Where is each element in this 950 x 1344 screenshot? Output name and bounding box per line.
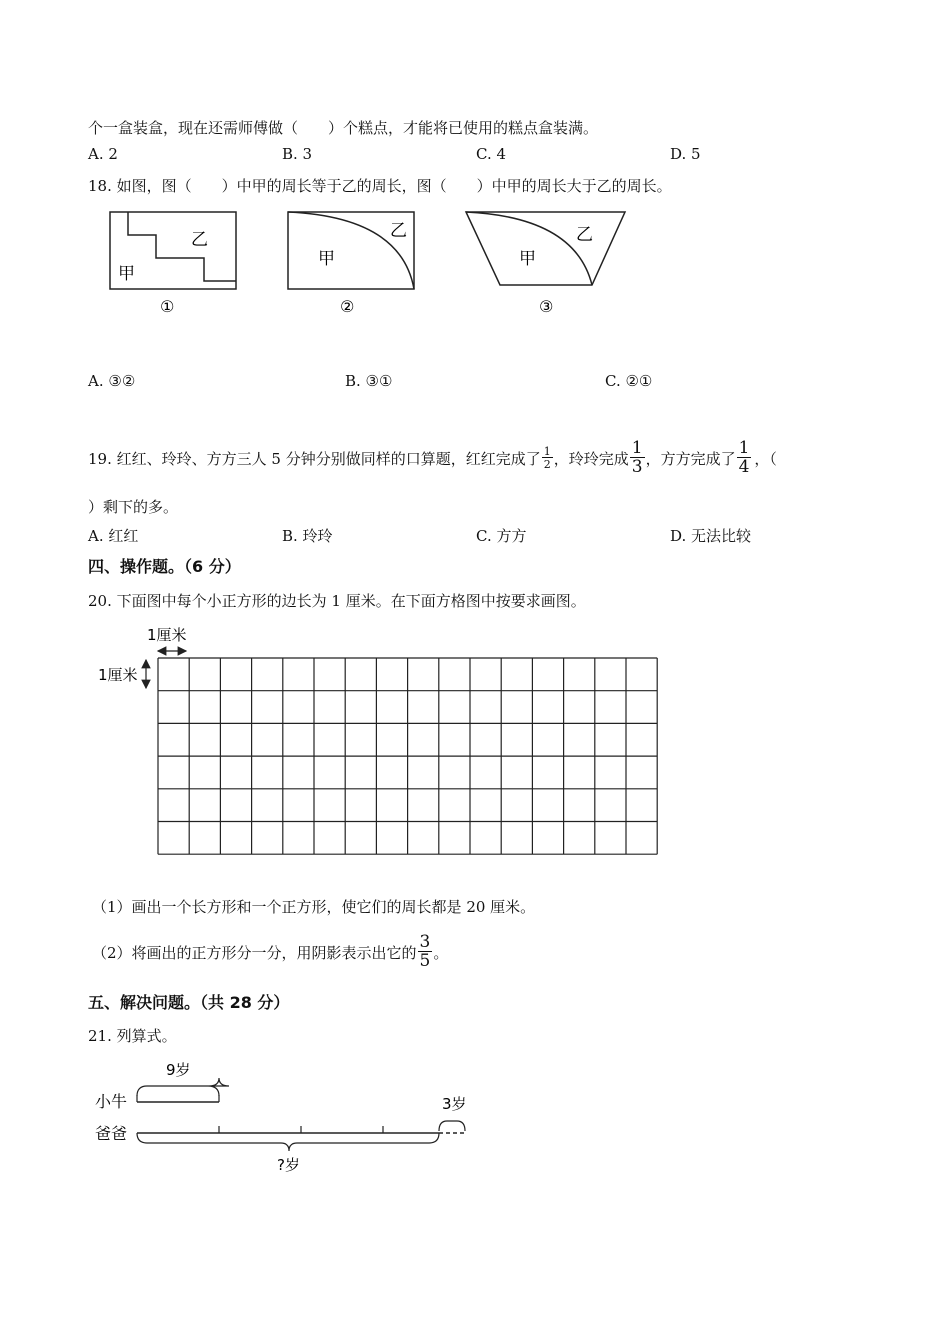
q19-frac1-num: 1 xyxy=(543,445,551,458)
q19-stem-line2: ）剩下的多。 xyxy=(88,498,179,516)
q20-unit-left-label: 1厘米 xyxy=(98,666,138,684)
q18-fig2-yi: 乙 xyxy=(390,221,407,241)
q18-fig2-label: ② xyxy=(340,297,355,316)
q20-sub2-frac-num: 3 xyxy=(419,932,431,952)
q18-option-a[interactable]: A. ③② xyxy=(88,372,136,390)
q18-figures xyxy=(100,205,640,320)
q21-brace-extra xyxy=(439,1121,465,1131)
q19-stem xyxy=(88,433,777,483)
q20-sub2-frac-den: 5 xyxy=(419,951,431,971)
section-5-title: 五、解决问题。（共 28 分） xyxy=(88,993,290,1012)
q17-option-c[interactable]: C. 4 xyxy=(476,145,507,163)
q19-option-c[interactable]: C. 方方 xyxy=(476,527,527,545)
q18-figure-2 xyxy=(288,212,414,316)
q19-frac3-num: 1 xyxy=(738,438,750,458)
q19-text-2: ，玲玲完成 xyxy=(553,449,629,468)
q19-option-d[interactable]: D. 无法比较 xyxy=(670,527,752,545)
q21-brace-bottom xyxy=(137,1133,439,1151)
q17-option-a[interactable]: A. 2 xyxy=(88,145,118,163)
q21-label-baba: 爸爸 xyxy=(95,1124,128,1143)
q18-fig2-jia: 甲 xyxy=(318,249,335,269)
q21-line-diagram xyxy=(85,1055,485,1180)
q19-frac1-den: 2 xyxy=(543,458,551,471)
q21-stem: 21. 列算式。 xyxy=(88,1027,177,1045)
q21-label-niu: 小牛 xyxy=(95,1092,128,1111)
q18-fig3-jia: 甲 xyxy=(519,249,536,269)
q18-option-b[interactable]: B. ③① xyxy=(345,372,393,390)
q21-age-extra: 3岁 xyxy=(442,1095,467,1113)
q18-fig3-label: ③ xyxy=(539,297,554,316)
q19-frac3-den: 4 xyxy=(738,457,750,477)
q18-fig1-jia: 甲 xyxy=(118,264,135,284)
q19-fraction-2 xyxy=(630,440,645,476)
q20-sub2-fraction xyxy=(418,934,433,970)
q18-figure-3 xyxy=(466,212,625,316)
q18-option-c[interactable]: C. ②① xyxy=(605,372,653,390)
q21-age-niu: 9岁 xyxy=(166,1061,191,1079)
q19-option-a[interactable]: A. 红红 xyxy=(88,527,139,545)
q20-sub2 xyxy=(92,927,448,977)
q18-stem: 18. 如图，图（ ）中甲的周长等于乙的周长，图（ ）中甲的周长大于乙的周长。 xyxy=(88,177,672,195)
q17-option-b[interactable]: B. 3 xyxy=(282,145,313,163)
q18-figure-1 xyxy=(110,212,236,316)
q19-frac2-num: 1 xyxy=(631,438,643,458)
q19-fraction-1 xyxy=(542,446,553,470)
q20-grid-figure xyxy=(90,620,670,865)
q19-text-1: 19. 红红、玲玲、方方三人 5 分钟分别做同样的口算题，红红完成了 xyxy=(88,449,541,468)
q20-unit-top-label: 1厘米 xyxy=(147,626,187,644)
q20-sub2-text-b: 。 xyxy=(433,943,449,962)
q17-option-d[interactable]: D. 5 xyxy=(670,145,701,163)
q19-fraction-3 xyxy=(737,440,752,476)
section-4-title: 四、操作题。（6 分） xyxy=(88,557,241,576)
q19-frac2-den: 3 xyxy=(631,457,643,477)
q19-option-b[interactable]: B. 玲玲 xyxy=(282,527,333,545)
q20-sub2-text-a: （2）将画出的正方形分一分，用阴影表示出它的 xyxy=(92,943,417,962)
q17-continuation: 个一盒装盒，现在还需师傅做（ ）个糕点，才能将已使用的糕点盒装满。 xyxy=(88,119,599,137)
q20-stem: 20. 下面图中每个小正方形的边长为 1 厘米。在下面方格图中按要求画图。 xyxy=(88,592,586,610)
q18-fig1-label: ① xyxy=(160,297,175,316)
q21-brace-top xyxy=(137,1078,229,1096)
q18-fig1-yi: 乙 xyxy=(191,230,208,250)
q21-age-unknown: ?岁 xyxy=(277,1156,300,1174)
q20-sub1: （1）画出一个长方形和一个正方形，使它们的周长都是 20 厘米。 xyxy=(92,898,536,916)
q20-square-grid[interactable] xyxy=(158,658,657,854)
q19-text-4: ，（ xyxy=(754,449,777,468)
q18-fig3-yi: 乙 xyxy=(576,225,593,245)
q19-text-3: ，方方完成了 xyxy=(645,449,736,468)
